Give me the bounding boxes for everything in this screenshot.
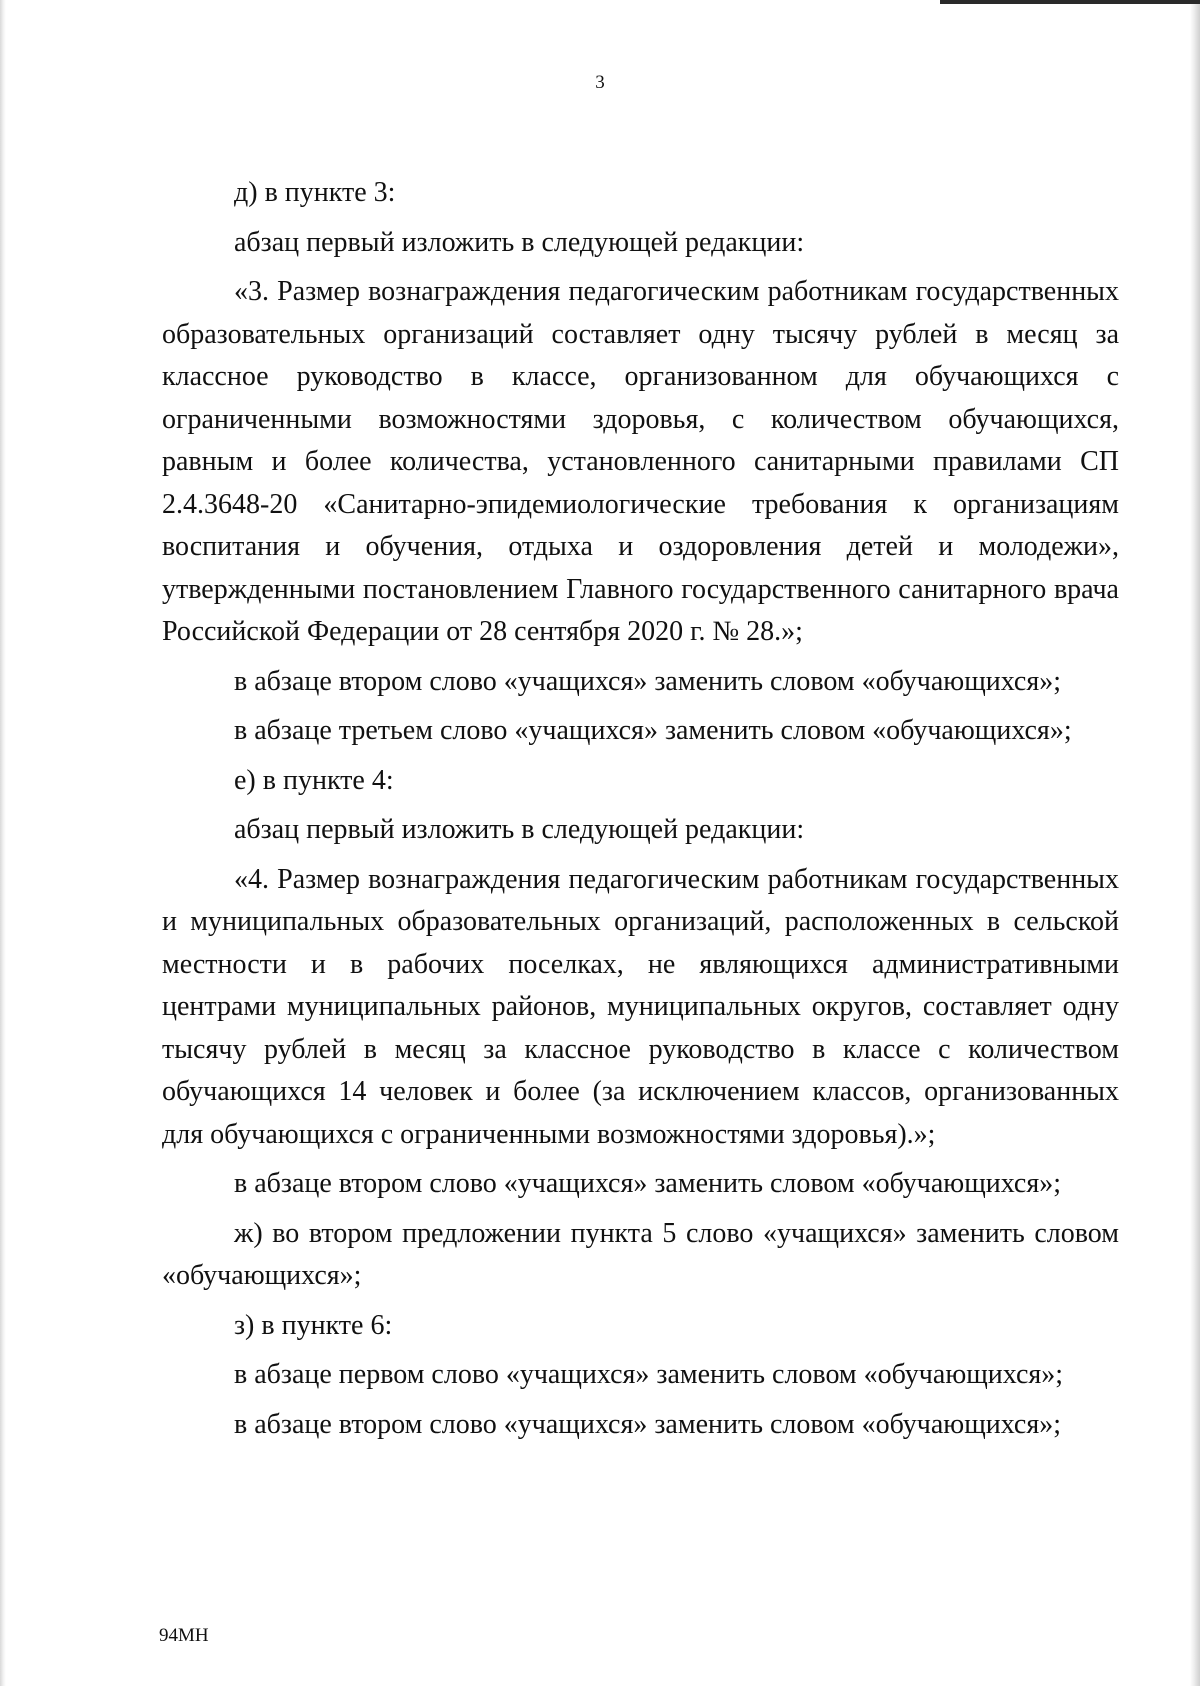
paragraph-quote-4: «4. Размер вознаграждения педагогическим работникам государственных и муниципальных образовательных организаций, расположенных в сельской местности и в рабочих поселках, не являющихся административными центрами муниципальных районов, муниципальных округов, составляет одну тысячу рублей в месяц за классное руководство в классе с количеством обучающихся 14 человек и более (за исключением классов, организованных для обучающихся с ограниченными возможностями здоровья).»; [162,863,1119,1150]
paragraph-replace: в абзаце первом слово «учащихся» заменить словом «обучающихся»; [234,1359,1064,1390]
page-number: 3 [595,72,605,93]
footer-code: 94МН [159,1625,209,1646]
paragraph-replace: в абзаце втором слово «учащихся» заменить словом «обучающихся»; [234,1408,1062,1440]
document-body [162,172,1119,1446]
paragraph-item-e: е) в пункте 4: [234,764,394,796]
paragraph-instruction: абзац первый изложить в следующей редакции: [234,226,805,258]
paragraph-quote-3: «3. Размер вознаграждения педагогическим работникам государственных образовательных организаций составляет одну тысячу рублей в месяц за классное руководство в классе, организованном для обучающихся с ограниченными возможностями здоровья, с количеством обучающихся, равным и более количества, установленного санитарными правилами СП 2.4.3648-20 «Санитарно-эпидемиологические требования к организациям воспитания и обучения, отдыха и оздоровления детей и молодежи», утвержденными постановлением Главного государственного санитарного врача Российской Федерации от 28 сентября 2020 г. № 28.»; [162,276,1119,647]
paragraph-replace: в абзаце втором слово «учащихся» заменить словом «обучающихся»; [234,665,1062,697]
paragraph-instruction: абзац первый изложить в следующей редакции: [234,814,805,845]
paragraph-replace: в абзаце третьем слово «учащихся» заменить словом «обучающихся»; [234,715,1072,746]
paragraph-item-d: д) в пункте 3: [234,177,396,208]
paragraph-replace: в абзаце втором слово «учащихся» заменить словом «обучающихся»; [234,1168,1062,1199]
paragraph-item-zh: ж) во втором предложении пункта 5 слово «учащихся» заменить словом «обучающихся»; [162,1217,1119,1291]
scan-edge-top [940,0,1200,4]
paragraph-item-z: з) в пункте 6: [234,1309,393,1341]
scan-edge-left [0,0,6,1686]
scan-edge-right [1190,0,1200,1686]
